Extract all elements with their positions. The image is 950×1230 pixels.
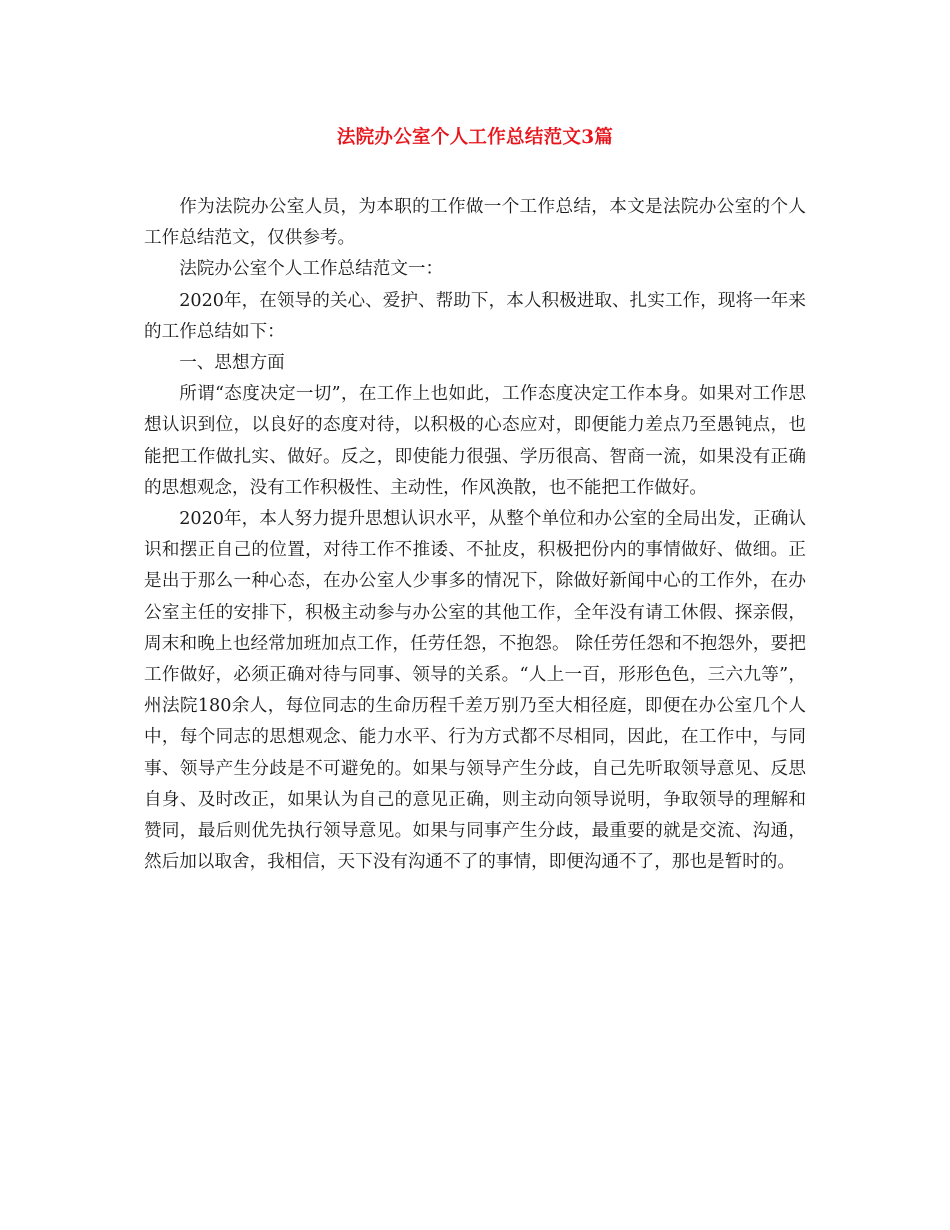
paragraph-subheading-thought: 一、思想方面 [179, 353, 285, 374]
paragraph-attitude: 所谓“态度决定一切”，在工作上也如此，工作态度决定工作本身。如果对工作思想认识到位，以良好的态度对待，以积极的心态应对，即便能力差点乃至愚钝点，也能把工作做扎实、做好。反之，即使能力很强、学历很高、智商一流，如果没有正确的思想观念，没有工作积极性、主动性，作风涣散，也不能把工作做好。 [144, 384, 806, 498]
document-body [144, 192, 806, 878]
document-title: 法院办公室个人工作总结范文3篇 [336, 127, 614, 148]
paragraph-opening: 2020年，在领导的关心、爱护、帮助下，本人积极进取、扎实工作，现将一年来的工作总结如下： [144, 290, 806, 342]
paragraph-section-heading: 法院办公室个人工作总结范文一： [179, 259, 444, 280]
paragraph-2020-work: 2020年，本人努力提升思想认识水平，从整个单位和办公室的全局出发，正确认识和摆正自己的位置，对待工作不推诿、不扯皮，积极把份内的事情做好、做细。正是出于那么一种心态，在办公室人少事多的情况下，除做好新闻中心的工作外，在办公室主任的安排下，积极主动参与办公室的其他工作，全年没有请工休假、探亲假，周末和晚上也经常加班加点工作，任劳任怨，不抱怨。 除任劳任怨和不抱怨外，要把工作做好，必须正确对待与同事、领导的关系。“人上一百，形形色色，三六九等”，州法院180余人，每位同志的生命历程千差万别乃至大相径庭，即便在办公室几个人中，每个同志的思想观念、能力水平、行为方式都不尽相同，因此，在工作中，与同事、领导产生分歧是不可避免的。如果与领导产生分歧，自己先听取领导意见、反思自身、及时改正，如果认为自己的意见正确，则主动向领导说明，争取领导的理解和赞同，最后则优先执行领导意见。如果与同事产生分歧，最重要的就是交流、沟通，然后加以取舍，我相信，天下没有沟通不了的事情，即便沟通不了，那也是暂时的。 [144, 509, 806, 873]
paragraph-intro: 作为法院办公室人员，为本职的工作做一个工作总结，本文是法院办公室的个人工作总结范文，仅供参考。 [144, 197, 806, 249]
